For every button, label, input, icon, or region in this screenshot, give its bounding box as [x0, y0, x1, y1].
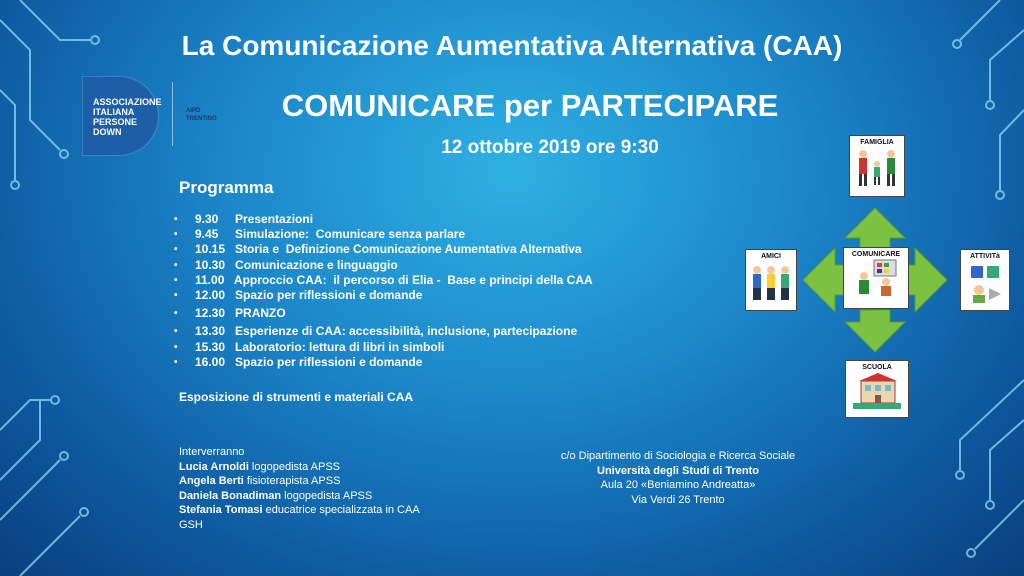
program-item: • 10.30 Comunicazione e linguaggio	[174, 258, 593, 273]
aipd-text: AIPD	[186, 108, 201, 114]
logo-line-2: ITALIANA	[93, 107, 135, 117]
program-item: • 15.30 Laboratorio: lettura di libri in simboli	[174, 340, 593, 355]
aipd-trentino-label	[186, 107, 217, 123]
speaker-row	[179, 489, 420, 504]
speaker-role: logopedista APSS	[248, 460, 340, 473]
venue-department: c/o Dipartimento di Sociologia e Ricerca Sociale	[560, 450, 796, 462]
event-date: 12 ottobre 2019 ore 9:30	[441, 137, 659, 158]
program-item: • 12.00 Spazio per riflessioni e domande	[174, 288, 593, 303]
amici-card	[745, 249, 797, 311]
speaker-row	[179, 503, 420, 518]
school-icon	[851, 371, 903, 411]
speakers-intro: Interverranno	[179, 446, 245, 458]
speaker-name: Angela Berti	[179, 475, 244, 487]
trentino-text: TRENTINO	[186, 116, 217, 122]
program-item: • 9.30 Presentazioni	[174, 212, 593, 227]
venue-university: Università degli Studi di Trento	[597, 464, 759, 477]
friends-icon	[749, 260, 793, 304]
exhibition-note: Esposizione di strumenti e materiali CAA	[179, 390, 414, 404]
family-icon	[854, 146, 900, 190]
logo-line-3: PERSONE	[93, 117, 138, 127]
speaker-row	[179, 474, 420, 489]
speakers-extra: GSH	[179, 518, 203, 531]
aipd-logo	[83, 77, 162, 155]
activity-icon	[965, 260, 1005, 304]
speaker-name: Stefania Tomasi	[179, 504, 263, 516]
main-title: La Comunicazione Aumentativa Alternativa (CAA)	[181, 30, 843, 61]
venue-block	[508, 449, 848, 507]
logo-line-4: DOWN	[93, 127, 122, 137]
logo-divider	[172, 82, 173, 146]
amici-label: AMICI	[761, 253, 781, 260]
venue-room: Aula 20 «Beniamino Andreatta»	[600, 479, 756, 491]
famiglia-label: FAMIGLIA	[860, 139, 894, 146]
people-talking-icon	[854, 258, 898, 298]
event-subtitle: COMUNICARE per PARTECIPARE	[281, 88, 779, 123]
program-item: • 12.30 PRANZO	[174, 306, 593, 321]
speaker-name: Daniela Bonadiman	[179, 489, 282, 502]
famiglia-card	[849, 135, 905, 197]
comunicare-label: COMUNICARE	[851, 251, 901, 258]
attivita-label: ATTIVITà	[970, 253, 1000, 260]
program-title: Programma	[179, 178, 274, 197]
speaker-role: logopedista APSS	[281, 489, 373, 502]
speakers-block	[179, 445, 420, 532]
communication-diagram	[740, 130, 1010, 420]
program-item: • 11.00 Approccio CAA: il percorso di Elia - Base e principi della CAA	[174, 273, 593, 288]
logo-line-1: ASSOCIAZIONE	[93, 97, 162, 107]
speaker-role: educatrice specializzata in CAA	[262, 504, 420, 516]
program-item: • 13.30 Esperienze di CAA: accessibilità, inclusione, partecipazione	[174, 324, 593, 339]
scuola-label: SCUOLA	[862, 364, 892, 371]
program-list	[174, 212, 593, 370]
speaker-name: Lucia Arnoldi	[179, 460, 249, 473]
program-item: • 16.00 Spazio per riflessioni e domande	[174, 355, 593, 370]
speaker-role: fisioterapista APSS	[243, 475, 341, 487]
comunicare-card	[843, 247, 909, 309]
venue-address: Via Verdi 26 Trento	[631, 493, 725, 506]
program-item: • 10.15 Storia e Definizione Comunicazione Aumentativa Alternativa	[174, 242, 593, 257]
speaker-row	[179, 460, 420, 475]
scuola-card	[845, 360, 909, 418]
attivita-card	[960, 249, 1010, 311]
program-item: • 9.45 Simulazione: Comunicare senza parlare	[174, 227, 593, 242]
